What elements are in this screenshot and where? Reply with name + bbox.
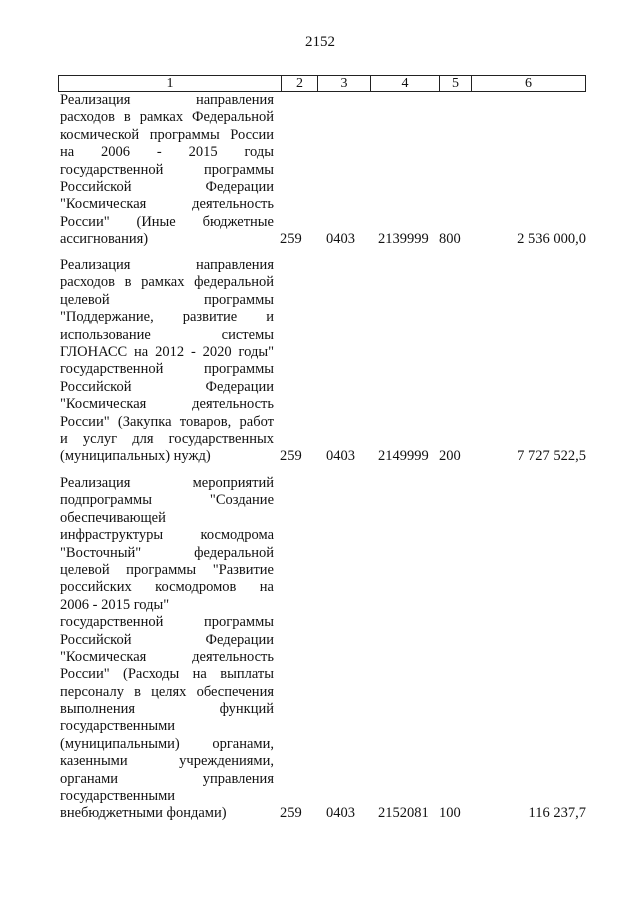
row-description	[60, 257, 274, 466]
amount: 7 727 522,5	[517, 448, 586, 465]
description-line: целевой программы "Развитие	[60, 561, 274, 578]
description-line: обеспечивающей	[60, 509, 166, 526]
header-col-6: 6	[471, 76, 585, 91]
row-values	[60, 231, 586, 248]
description-line: России" (Закупка товаров, работ	[60, 413, 274, 430]
description-line: 2006 - 2015 годы"	[60, 596, 170, 613]
section-code: 0403	[326, 805, 355, 822]
description-line: Российской Федерации	[60, 631, 274, 648]
target-article-code: 2152081	[378, 805, 429, 822]
row-values	[60, 448, 586, 465]
description-line: "Поддержание, развитие и	[60, 309, 274, 326]
description-line: Реализация направления	[60, 92, 274, 108]
description-line: Российской Федерации	[60, 178, 274, 195]
description-line: государственной программы	[60, 361, 274, 378]
description-line: государственной программы	[60, 161, 274, 178]
table-row	[60, 92, 586, 249]
description-line: российских космодромов на	[60, 579, 274, 596]
table-row	[60, 257, 586, 466]
table-row	[60, 475, 586, 823]
expense-type-code: 800	[439, 231, 461, 248]
header-col-3: 3	[317, 76, 370, 91]
section-code: 0403	[326, 448, 355, 465]
description-line: государственными	[60, 788, 176, 805]
description-line: ассигнования)	[60, 231, 149, 248]
header-col-1: 1	[166, 75, 174, 91]
description-line: подпрограммы "Создание	[60, 492, 274, 509]
section-code: 0403	[326, 231, 355, 248]
description-line: России" (Иные бюджетные	[60, 213, 274, 230]
description-line: России" (Расходы на выплаты	[60, 666, 274, 683]
page-number: 2152	[305, 34, 335, 50]
description-line: (муниципальных) нужд)	[60, 448, 211, 465]
row-description	[60, 92, 274, 249]
description-line: "Космическая деятельность	[60, 396, 274, 413]
description-line: персоналу в целях обеспечения	[60, 683, 274, 700]
description-line: на 2006 - 2015 годы	[60, 144, 274, 161]
description-line: внебюджетными фондами)	[60, 805, 227, 822]
target-article-code: 2149999	[378, 448, 429, 465]
description-line: использование системы	[60, 326, 274, 343]
description-line: казенными учреждениями,	[60, 753, 274, 770]
description-line: (муниципальными) органами,	[60, 735, 274, 752]
description-line: государственными	[60, 718, 176, 735]
target-article-code: 2139999	[378, 231, 429, 248]
description-line: Реализация направления	[60, 257, 274, 273]
amount: 116 237,7	[528, 805, 586, 822]
description-line: целевой программы	[60, 291, 274, 308]
amount: 2 536 000,0	[517, 231, 586, 248]
description-line: "Космическая деятельность	[60, 196, 274, 213]
description-line: выполнения функций	[60, 701, 274, 718]
description-line: ГЛОНАСС на 2012 - 2020 годы"	[60, 343, 274, 360]
table-header	[58, 75, 586, 92]
description-line: и услуг для государственных	[60, 430, 274, 447]
description-line: "Космическая деятельность	[60, 648, 274, 665]
header-col-4: 4	[370, 76, 439, 91]
header-col-2: 2	[281, 76, 317, 91]
description-line: органами управления	[60, 770, 274, 787]
expense-type-code: 100	[439, 805, 461, 822]
header-col-5: 5	[439, 76, 471, 91]
description-line: расходов в рамках Федеральной	[60, 109, 274, 126]
description-line: Российской Федерации	[60, 378, 274, 395]
ministry-code: 259	[280, 231, 302, 248]
ministry-code: 259	[280, 448, 302, 465]
expense-type-code: 200	[439, 448, 461, 465]
description-line: государственной программы	[60, 614, 274, 631]
row-description	[60, 475, 274, 823]
description-line: космической программы России	[60, 126, 274, 143]
description-line: "Восточный" федеральной	[60, 544, 274, 561]
description-line: Реализация мероприятий	[60, 475, 274, 491]
description-line: инфраструктуры космодрома	[60, 527, 274, 544]
row-values	[60, 805, 586, 822]
description-line: расходов в рамках федеральной	[60, 274, 274, 291]
ministry-code: 259	[280, 805, 302, 822]
